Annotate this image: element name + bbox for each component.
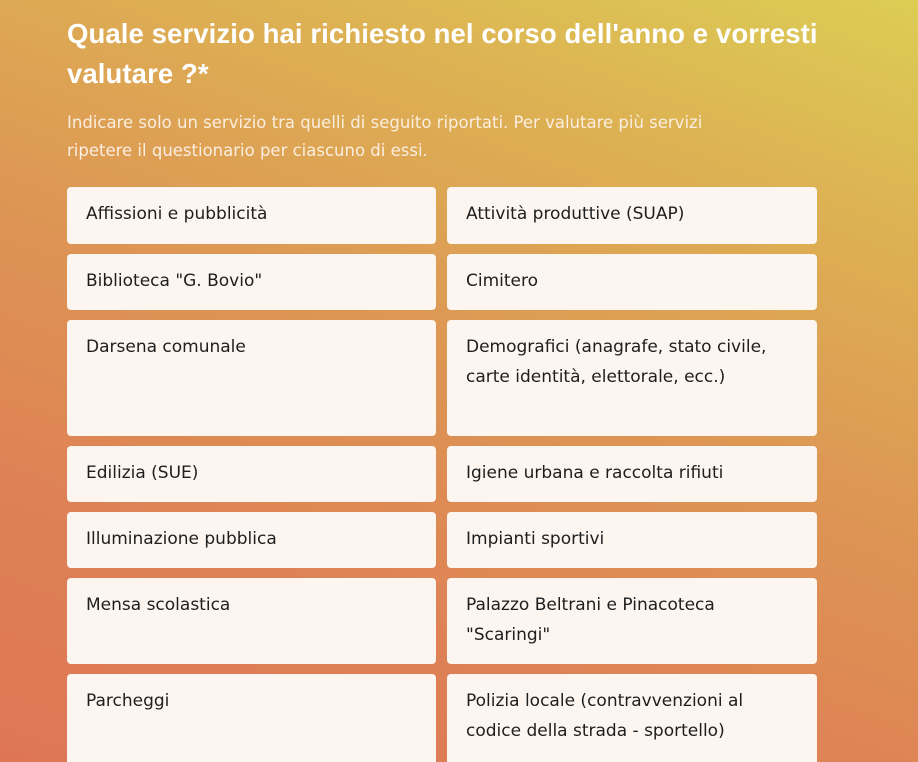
option-igiene-urbana[interactable] <box>447 446 817 502</box>
option-parcheggi[interactable] <box>67 674 436 762</box>
option-label: Parcheggi <box>86 691 170 711</box>
option-label: Mensa scolastica <box>86 595 231 615</box>
option-demografici[interactable] <box>447 320 817 436</box>
option-label: Biblioteca "G. Bovio" <box>86 271 263 291</box>
option-impianti-sportivi[interactable] <box>447 512 817 568</box>
option-attivita-produttive[interactable] <box>447 187 817 244</box>
option-mensa[interactable] <box>67 578 436 664</box>
option-label: Cimitero <box>466 271 539 291</box>
option-label: Palazzo Beltrani e Pinacoteca "Scaringi" <box>466 595 715 645</box>
option-label: Demografici (anagrafe, stato civile, carte identità, elettorale, ecc.) <box>466 337 767 387</box>
option-illuminazione[interactable] <box>67 512 436 568</box>
question-block <box>67 14 827 165</box>
option-palazzo-beltrani[interactable] <box>447 578 817 664</box>
option-darsena[interactable] <box>67 320 436 436</box>
question-title: Quale servizio hai richiesto nel corso dell'anno e vorresti valutare ?* <box>67 18 818 89</box>
option-edilizia[interactable] <box>67 446 436 502</box>
option-biblioteca[interactable] <box>67 254 436 310</box>
options-grid <box>67 187 817 762</box>
question-subtitle: Indicare solo un servizio tra quelli di seguito riportati. Per valutare più servizi ripetere il questionario per ciascuno di essi. <box>67 113 703 160</box>
option-label: Impianti sportivi <box>466 529 605 549</box>
option-label: Illuminazione pubblica <box>86 529 277 549</box>
option-label: Igiene urbana e raccolta rifiuti <box>466 463 724 483</box>
option-polizia-locale[interactable] <box>447 674 817 762</box>
option-label: Darsena comunale <box>86 337 246 357</box>
option-label: Polizia locale (contravvenzioni al codice della strada - sportello) <box>466 691 744 741</box>
option-label: Edilizia (SUE) <box>86 463 199 483</box>
option-label: Attività produttive (SUAP) <box>466 204 685 224</box>
option-affissioni[interactable] <box>67 187 436 244</box>
option-label: Affissioni e pubblicità <box>86 204 268 224</box>
option-cimitero[interactable] <box>447 254 817 310</box>
